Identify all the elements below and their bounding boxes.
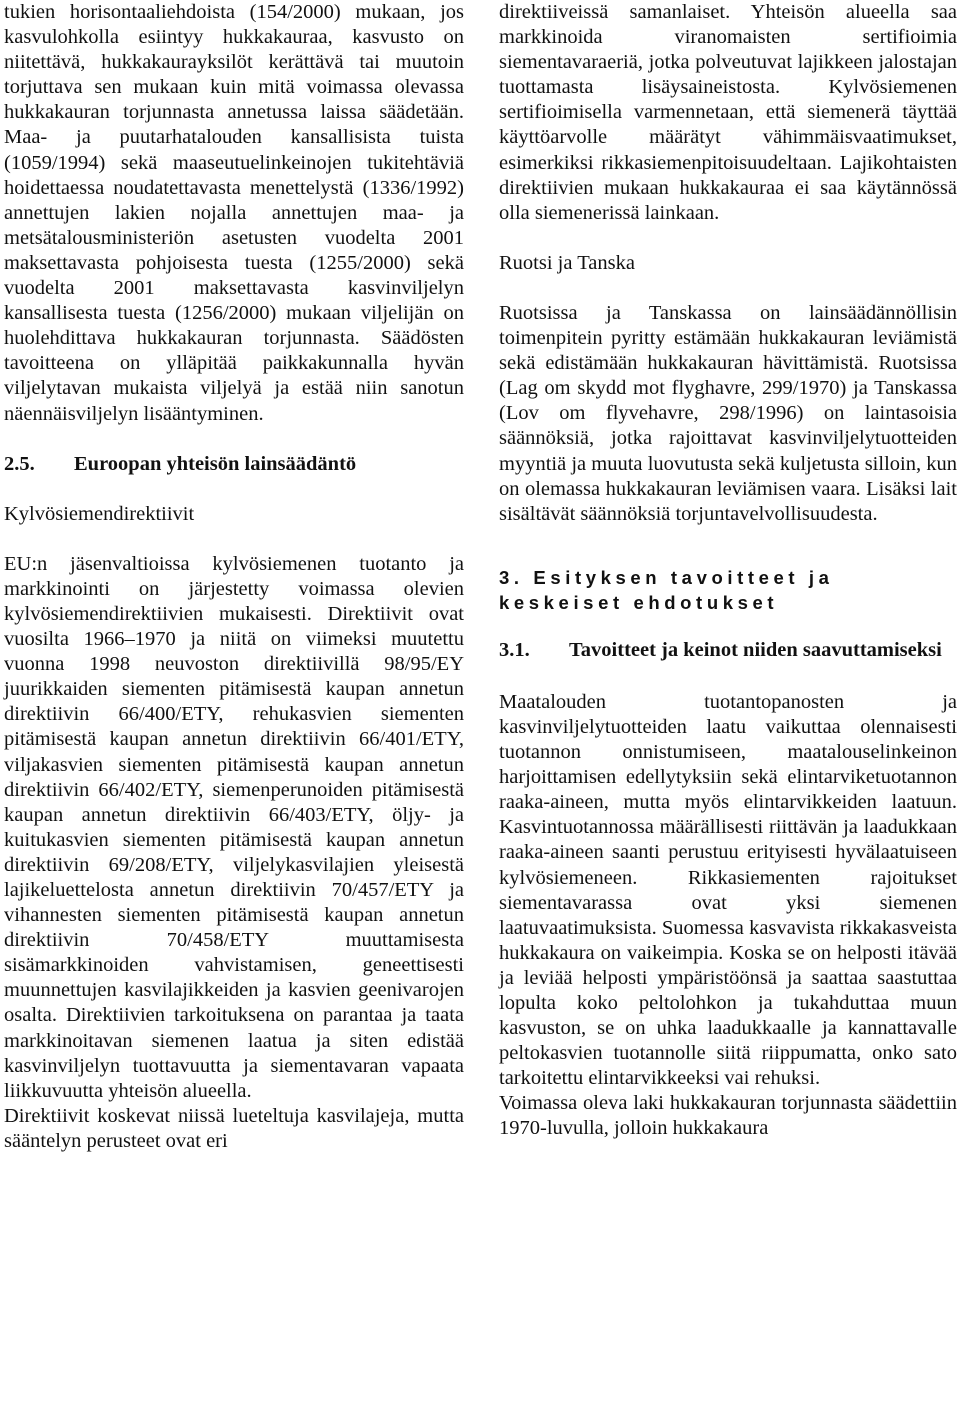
paragraph-sweden-denmark: Ruotsissa ja Tanskassa on lainsäädännöllisin toimenpitein pyritty estämään hukkakauran leviämistä sekä edistämään hukkakauran hävittämistä. Ruotsissa (Lag om skydd mot flyghavre, 299/1970) ja Tanskassa (Lov om flyvehavre, 298/1996) on laintasoisia säännöksiä, jotka rajoittavat kasvinviljelytuotteiden myyntiä ja muuta luovutusta sekä kuljetusta silloin, kun on olemassa hukkakauran leviämisen vaara. Lisäksi lait sisältävät säännöksiä torjuntavelvollisuudesta. [499,301,957,525]
subheading-sweden-denmark: Ruotsi ja Tanska [499,251,635,274]
paragraph-current-law: Voimassa oleva laki hukkakauran torjunnasta säädettiin 1970-luvulla, jolloin hukkakaura [499,1092,957,1140]
paragraph-goals: Maatalouden tuotantopanosten ja kasvinviljelytuotteiden laatu vaikuttaa olennaisesti tuotannon onnistumiseen, maatalouselinkeinon harjoittamisen edellytyksiin sekä elintarviketuotannon raaka-aineen, mutta myös elintarvikkeiden laatuun. Kasvintuotannossa määrällisesti riittävän ja laadukkaan raaka-aineen saanti perustuu erityisesti hyvälaatuiseen kylvösiemeneen. Rikkasiementen rajoitukset siementavarassa ovat yksi siemenen laatuvaatimuksista. Suomessa kasvavista rikkakasveista hukkakaura on vaikeimpia. Koska se on helposti itävää ja leviää helposti ympäristöönsä ja saattaa saastuttaa lopulta koko peltolohkon ja tukahduttaa muun kasvuston, se on uhka laadukkaalle ja kannattavalle peltokasvien tuotannolle siitä riippumatta, onko sato tarkoitettu elintarvikkeeksi vai rehuksi. [499,690,957,1090]
section-title: Esityksen tavoitteet ja keskeiset ehdotukset [499,566,834,614]
paragraph-directives-scope: Direktiivit koskevat niissä lueteltuja kasvilajeja, mutta sääntelyn perusteet ovat eri [4,1104,464,1152]
subheading-seed-directives: Kylvösiemendirektiivit [4,502,195,525]
right-column [499,0,957,1142]
section-title: Tavoitteet ja keinot niiden saavuttamiseksi [569,638,942,661]
section-number: 3.1. [499,638,530,661]
section-number: 2.5. [4,452,35,475]
section-title: Euroopan yhteisön lainsäädäntö [74,452,357,475]
section-heading-3-1 [499,638,957,663]
paragraph-eu-directives: EU:n jäsenvaltioissa kylvösiemenen tuotanto ja markkinointi on järjestetty voimassa olevien kylvösiemendirektiivien mukaisesti. Direktiivit ovat vuosilta 1966–1970 ja niitä on viimeksi muutettu vuonna 1998 neuvoston direktiivillä 98/95/EY juurikkaiden siementen pitämisestä kaupan annetun direktiivin 66/400/ETY, rehukasvien siementen pitämisestä kaupan annetun direktiivin 66/401/ETY, viljakasvien siementen pitämisestä kaupan annetun direktiivin 66/402/ETY, siemenperunoiden pitämisestä kaupan annetun direktiivin 66/403/ETY, öljy- ja kuitukasvien siementen pitämisestä kaupan annetun direktiivin 69/208/ETY, viljelykasvilajien yleisestä lajikeluettelosta annetun direktiivin 70/457/ETY ja vihannesten siementen pitämisestä kaupan annetun direktiivin 70/458/ETY muuttamisesta sisämarkkinoiden vahvistamisen, geneettisesti muunnettujen kasvilajikkeiden ja kasvien geenivarojen osalta. Direktiivien tarkoituksena on parantaa ja taata markkinoitavan siemenen laatua ja siten edistää kasvinviljelyn tuottavuutta ja siementavaran vapaata liikkuvuutta yhteisön alueella. [4,552,464,1102]
section-number: 3. [499,566,524,588]
paragraph-directive-rules: direktiiveissä samanlaiset. Yhteisön alueella saa markkinoida viranomaisten sertifioimia siementavaraeriä, jotka polveutuvat lajikkeen jalostajan tuottamasta lisäysaineistosta. Kylvösiemenen sertifioimisella varmennetaan, että siemenerä täyttää käyttöarvolle määrätyt vähimmäisvaatimukset, esimerkiksi rikkasiemenpitoisuudeltaan. Lajikohtaisten direktiivien mukaan hukkakauraa ei saa käytännössä olla siemenerissä lainkaan. [499,1,957,224]
left-column [4,0,464,1154]
paragraph-weed-control-support: tukien horisontaaliehdoista (154/2000) mukaan, jos kasvulohkolla esiintyy hukkakauraa, kasvusto on niitettävä, hukkakaurayksilöt kerättävä tai muutoin torjuttava sen mukaan kuin mitä voimassa olevassa hukkakauran torjunnasta annetussa laissa säädetään. Maa- ja puutarhatalouden kansallisista tuista (1059/1994) sekä maaseutuelinkeinojen tukitehtäviä hoidettaessa noudatettavasta menettelystä (1336/1992) annettujen lakien nojalla annettujen maa- ja metsätalousministeriön asetusten vuodelta 2001 maksettavasta pohjoisesta tuesta (1255/2000) sekä vuodelta 2001 maksettavasta kasvinviljelyn kansallisesta tuesta (1256/2000) mukaan viljelijän on huolehdittava hukkakauran torjunnasta. Säädösten tavoitteena on ylläpitää paikkakunnalla hyvän viljelytavan mukaista viljelyä ja estää niin sanotun näennäisviljelyn lisääntyminen. [4,1,464,425]
section-heading-3 [499,565,957,616]
section-heading-2-5 [4,452,464,477]
